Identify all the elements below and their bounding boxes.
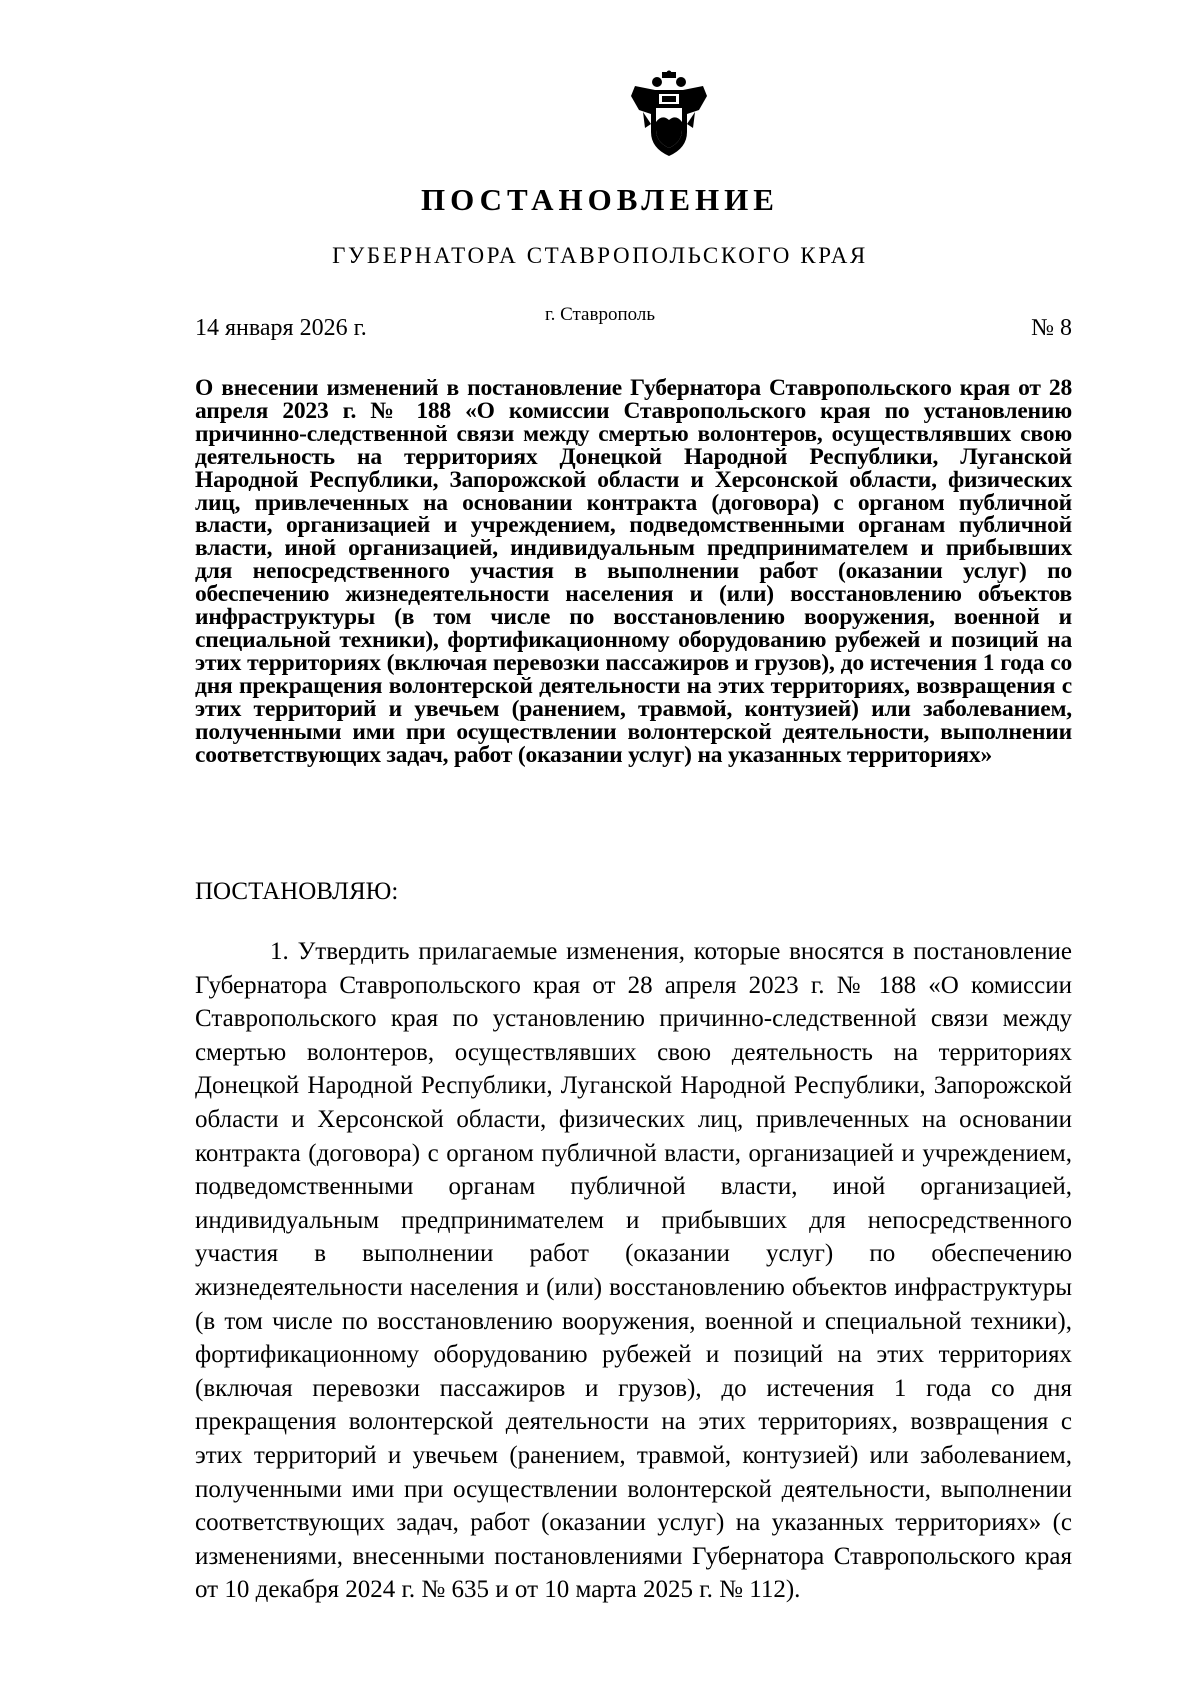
- document-date: 14 января 2026 г.: [195, 315, 367, 341]
- document-title: ПОСТАНОВЛЕНИЕ: [421, 182, 779, 217]
- coat-of-arms-icon: [629, 70, 709, 160]
- document-number: № 8: [1031, 315, 1072, 341]
- document-city: г. Ставрополь: [544, 304, 656, 325]
- decree-word: ПОСТАНОВЛЯЮ:: [195, 878, 399, 905]
- paragraph-1: 1. Утвердить прилагаемые изменения, которые вносятся в постановление Губернатора Ставропольского края от 28 апреля 2023 г. № 188 «О комиссии Ставропольского края по установлению причинно-следственной связи между смертью волонтеров, осуществлявших свою деятельность на территориях Донецкой Народной Республики, Луганской Народной Республики, Запорожской области и Херсонской области, физических лиц, привлеченных на основании контракта (договора) с органом публичной власти, организацией и учреждением, подведомственными органам публичной власти, иной организацией, индивидуальным предпринимателем и прибывших для непосредственного участия в выполнении работ (оказании услуг) по обеспечению жизнедеятельности населения и (или) восстановлению объектов инфраструктуры (в том числе по восстановлению вооружения, военной и специальной техники), фортификационному оборудованию рубежей и позиций на этих территориях (включая перевозки пассажиров и грузов), до истечения 1 года со дня прекращения волонтерской деятельности на этих территориях, возвращения с этих территорий и увечьем (ранением, травмой, контузией) или заболеванием, полученными ими при осуществлении волонтерской деятельности, выполнении соответствующих задач, работ (оказании услуг) на указанных территориях» (с изменениями, внесенными постановлениями Губернатора Ставропольского края от 10 декабря 2024 г. № 635 и от 10 марта 2025 г. № 112).: [195, 938, 1072, 1604]
- document-subject: О внесении изменений в постановление Губернатора Ставропольского края от 28 апреля 2023 г. № 188 «О комиссии Ставропольского края по установлению причинно-следственной связи между смертью волонтеров, осуществлявших свою деятельность на территориях Донецкой Народной Республики, Луганской Народной Республики, Запорожской области и Херсонской области, физических лиц, привлеченных на основании контракта (договора) с органом публичной власти, организацией и учреждением, подведомственными органам публичной власти, иной организацией, индивидуальным предпринимателем и прибывших для непосредственного участия в выполнении работ (оказании услуг) по обеспечению жизнедеятельности населения и (или) восстановлению объектов инфраструктуры (в том числе по восстановлению вооружения, военной и специальной техники), фортификационному оборудованию рубежей и позиций на этих территориях (включая перевозки пассажиров и грузов), до истечения 1 года со дня прекращения волонтерской деятельности на этих территориях, возвращения с этих территорий и увечьем (ранением, травмой, контузией) или заболеванием, полученными ими при осуществлении волонтерской деятельности, выполнении соответствующих задач, работ (оказании услуг) на указанных территориях»: [195, 375, 1072, 768]
- document-issuer: ГУБЕРНАТОРА СТАВРОПОЛЬСКОГО КРАЯ: [332, 243, 868, 268]
